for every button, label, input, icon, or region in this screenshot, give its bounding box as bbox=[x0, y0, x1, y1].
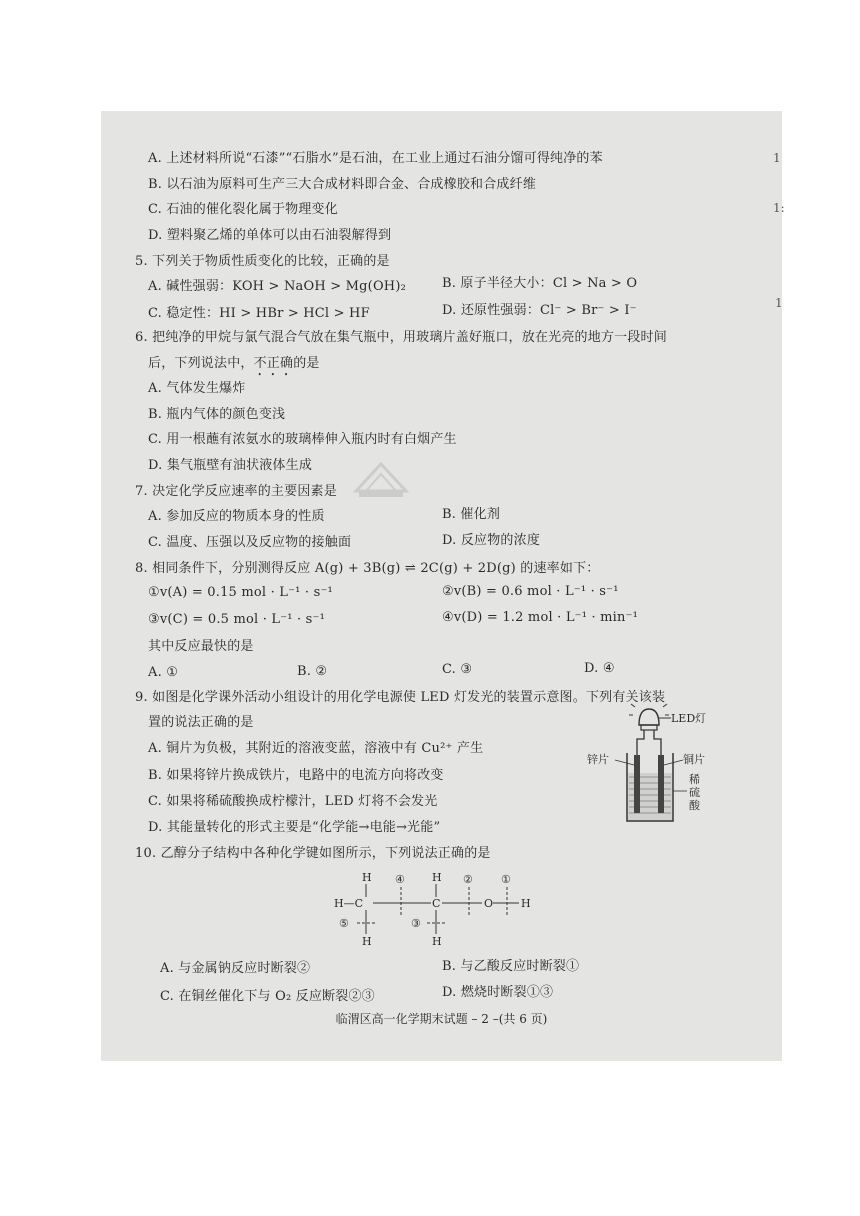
q10-option-a: A. 与金属钠反应时断裂② bbox=[160, 961, 311, 976]
margin-cut-3: 1 bbox=[775, 296, 783, 310]
svg-text:H: H bbox=[521, 897, 531, 910]
q6-option-b: B. 瓶内气体的颜色变浅 bbox=[148, 407, 286, 422]
q7-option-c: C. 温度、压强以及反应物的接触面 bbox=[148, 535, 352, 550]
exam-page bbox=[101, 111, 785, 1061]
q10-option-c: C. 在铜丝催化下与 O₂ 反应断裂②③ bbox=[160, 989, 375, 1004]
led-cell-diagram bbox=[587, 703, 727, 843]
q4-option-a: A. 上述材料所说“石漆”“石脂水”是石油，在工业上通过石油分馏可得纯净的苯 bbox=[148, 151, 603, 166]
q8-rate-3: ③v(C) = 0.5 mol · L⁻¹ · s⁻¹ bbox=[148, 612, 326, 627]
q9-option-b: B. 如果将锌片换成铁片，电路中的电流方向将改变 bbox=[148, 768, 444, 783]
svg-text:H: H bbox=[432, 935, 442, 948]
q5-option-a: A. 碱性强弱：KOH > NaOH > Mg(OH)₂ bbox=[148, 279, 407, 294]
q10-stem: 10. 乙醇分子结构中各种化学键如图所示，下列说法正确的是 bbox=[135, 846, 491, 861]
margin-cut-1: 1 bbox=[773, 151, 781, 165]
zinc-label: 锌片 bbox=[587, 753, 609, 766]
q6-stem-line2: 后，下列说法中，不正确的是 bbox=[148, 356, 320, 371]
q7-option-b: B. 催化剂 bbox=[442, 507, 501, 522]
svg-text:O: O bbox=[484, 897, 494, 910]
q7-stem: 7. 决定化学反应速率的主要因素是 bbox=[135, 484, 337, 499]
q5-stem: 5. 下列关于物质性质变化的比较，正确的是 bbox=[135, 254, 390, 269]
zinc-plate bbox=[634, 755, 640, 813]
copper-label: 铜片 bbox=[683, 753, 705, 766]
svg-text:③: ③ bbox=[411, 917, 421, 930]
svg-text:H: H bbox=[362, 935, 372, 948]
ethanol-structure-diagram bbox=[329, 867, 549, 957]
q9-option-d: D. 其能量转化的形式主要是“化学能→电能→光能” bbox=[148, 820, 441, 835]
q4-option-b: B. 以石油为原料可生产三大合成材料即合金、合成橡胶和合成纤维 bbox=[148, 177, 537, 192]
svg-text:C: C bbox=[432, 897, 441, 910]
svg-text:H—C: H—C bbox=[334, 897, 364, 910]
led-label: LED灯 bbox=[671, 712, 707, 725]
q8-option-a: A. ① bbox=[148, 665, 179, 680]
q9-option-c: C. 如果将稀硫酸换成柠檬汁，LED 灯将不会发光 bbox=[148, 794, 438, 809]
acid-label-2: 硫 bbox=[689, 786, 700, 799]
svg-text:①: ① bbox=[501, 873, 511, 886]
q8-ask: 其中反应最快的是 bbox=[148, 639, 254, 654]
copper-plate bbox=[658, 755, 664, 813]
q10-option-d: D. 燃烧时断裂①③ bbox=[442, 985, 554, 1000]
svg-text:H: H bbox=[362, 871, 372, 884]
acid-label-1: 稀 bbox=[689, 773, 700, 786]
q4-option-d: D. 塑料聚乙烯的单体可以由石油裂解得到 bbox=[148, 228, 392, 243]
q6-option-a: A. 气体发生爆炸 bbox=[148, 381, 246, 396]
q9-option-a: A. 铜片为负极，其附近的溶液变蓝，溶液中有 Cu²⁺ 产生 bbox=[148, 741, 484, 756]
q6-option-d: D. 集气瓶壁有油状液体生成 bbox=[148, 458, 313, 473]
q4-option-c: C. 石油的催化裂化属于物理变化 bbox=[148, 202, 338, 217]
q5-option-c: C. 稳定性：HI > HBr > HCl > HF bbox=[148, 306, 370, 321]
q5-option-d: D. 还原性强弱：Cl⁻ > Br⁻ > I⁻ bbox=[442, 303, 637, 318]
q8-option-b: B. ② bbox=[297, 664, 328, 679]
q7-option-d: D. 反应物的浓度 bbox=[442, 533, 541, 548]
q5-option-b: B. 原子半径大小：Cl > Na > O bbox=[442, 276, 638, 291]
q7-option-a: A. 参加反应的物质本身的性质 bbox=[148, 509, 325, 524]
page-footer: 临渭区高一化学期末试题 – 2 –(共 6 页) bbox=[335, 1012, 548, 1026]
svg-text:H: H bbox=[432, 871, 442, 884]
svg-text:⑤: ⑤ bbox=[339, 917, 349, 930]
q9-stem-line2: 置的说法正确的是 bbox=[148, 715, 254, 730]
q6-option-c: C. 用一根蘸有浓氨水的玻璃棒伸入瓶内时有白烟产生 bbox=[148, 432, 457, 447]
q8-option-c: C. ③ bbox=[442, 662, 473, 677]
q8-rate-1: ①v(A) = 0.15 mol · L⁻¹ · s⁻¹ bbox=[148, 585, 333, 600]
q9-stem-line1: 9. 如图是化学课外活动小组设计的用化学电源使 LED 灯发光的装置示意图。下列有关该装 bbox=[135, 690, 666, 705]
acid-label-3: 酸 bbox=[689, 799, 700, 812]
q6-stem-line1: 6. 把纯净的甲烷与氯气混合气放在集气瓶中，用玻璃片盖好瓶口，放在光亮的地方一段时间 bbox=[135, 330, 667, 345]
watermark-logo bbox=[351, 456, 411, 501]
led-bulb-icon bbox=[629, 704, 669, 730]
q10-option-b: B. 与乙酸反应时断裂① bbox=[442, 959, 580, 974]
margin-cut-2: 1: bbox=[773, 201, 785, 215]
q6-emphasis-not-correct: 不正确 bbox=[253, 356, 294, 371]
q8-rate-2: ②v(B) = 0.6 mol · L⁻¹ · s⁻¹ bbox=[442, 584, 619, 599]
q8-stem: 8. 相同条件下，分别测得反应 A(g) + 3B(g) ⇌ 2C(g) + 2D(g) 的速率如下： bbox=[135, 561, 600, 576]
q8-option-d: D. ④ bbox=[584, 661, 615, 676]
svg-text:④: ④ bbox=[395, 873, 405, 886]
q8-rate-4: ④v(D) = 1.2 mol · L⁻¹ · min⁻¹ bbox=[442, 610, 639, 625]
svg-text:②: ② bbox=[463, 873, 473, 886]
